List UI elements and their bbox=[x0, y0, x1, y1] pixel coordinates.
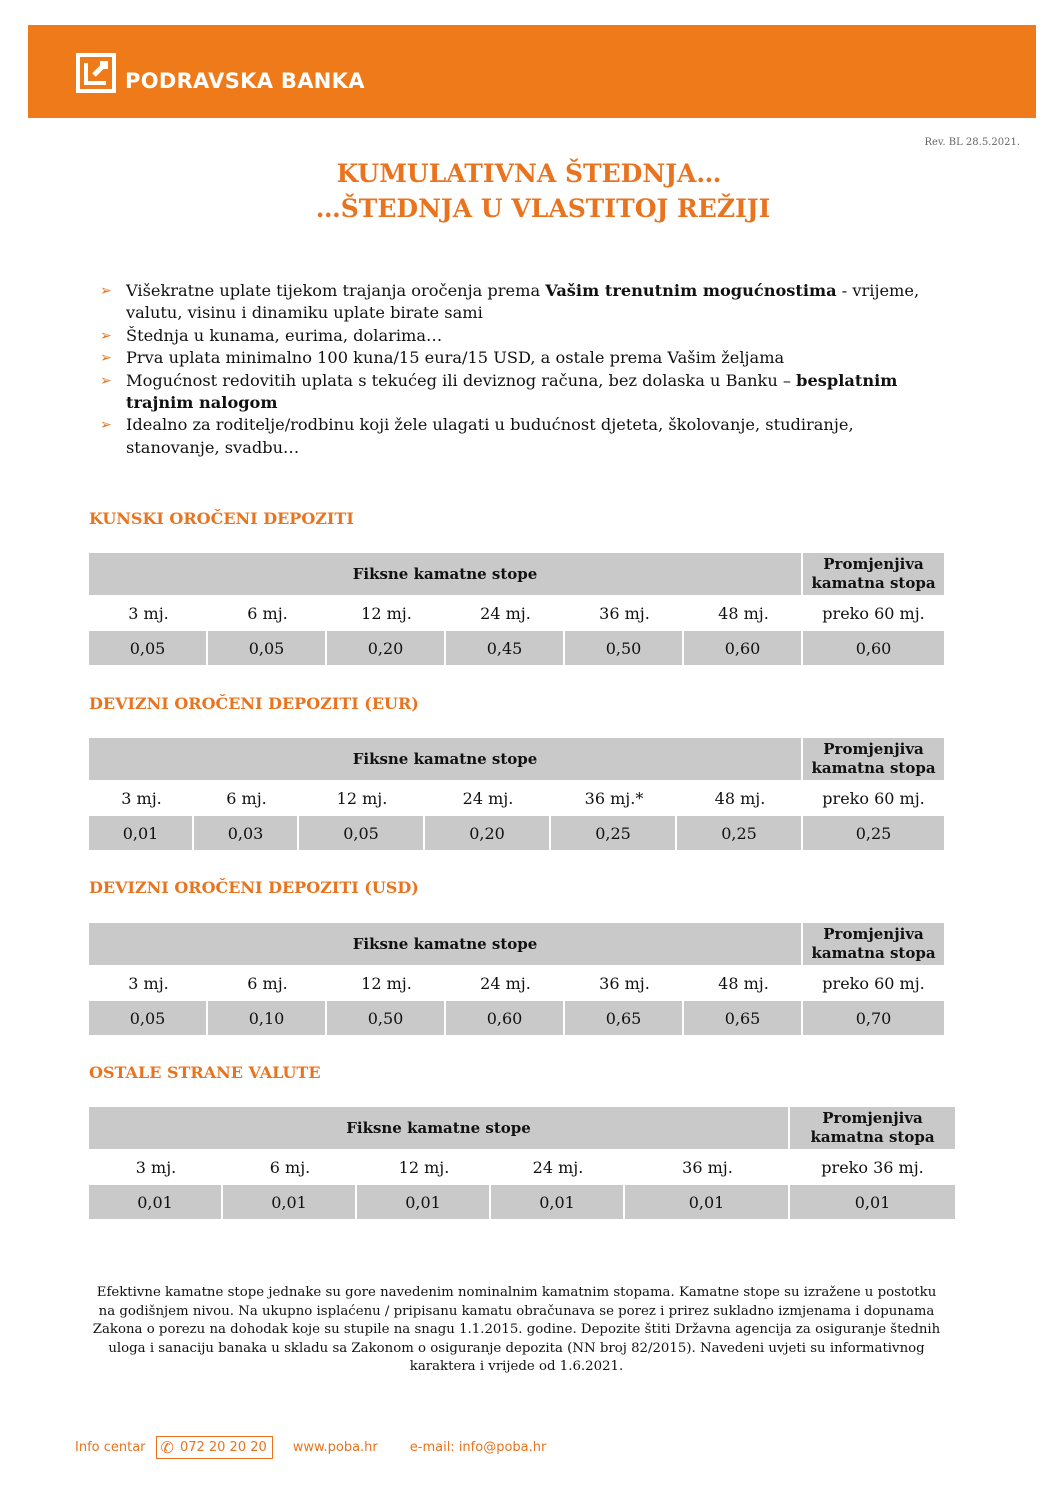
footer bbox=[75, 1436, 546, 1459]
feature-text bbox=[126, 347, 950, 369]
rates-row bbox=[89, 1001, 944, 1035]
table-header-row bbox=[89, 738, 944, 780]
terms-row bbox=[89, 780, 944, 816]
rate-cell: 0,01 bbox=[89, 816, 194, 850]
feature-text-bold: Vašim trenutnim mogućnostima bbox=[545, 281, 837, 300]
section-title: OSTALE STRANE VALUTE bbox=[89, 1063, 321, 1082]
feature-text bbox=[126, 414, 950, 459]
feature-text bbox=[126, 280, 950, 325]
term-cell: 12 mj. bbox=[361, 973, 412, 993]
rate-cell: 0,65 bbox=[565, 1001, 684, 1035]
term-cell: 6 mj. bbox=[226, 788, 267, 808]
fixed-rates-header: Fiksne kamatne stope bbox=[89, 738, 803, 780]
rate-cell: 0,05 bbox=[208, 631, 327, 665]
title-line-2: …ŠTEDNJA U VLASTITOJ REŽIJI bbox=[315, 194, 771, 223]
rates-row bbox=[89, 631, 944, 665]
revision-note: Rev. BL 28.5.2021. bbox=[924, 137, 1020, 148]
rate-cell: 0,01 bbox=[790, 1185, 955, 1219]
page-title bbox=[0, 156, 1058, 226]
phone-number: 072 20 20 20 bbox=[179, 1440, 267, 1455]
header-banner bbox=[28, 25, 1036, 118]
rates-table bbox=[89, 553, 944, 665]
terms-row bbox=[89, 965, 944, 1001]
term-cell: 36 mj.* bbox=[584, 788, 644, 808]
rates-row bbox=[89, 816, 944, 850]
feature-item bbox=[100, 280, 950, 325]
feature-item bbox=[100, 325, 950, 347]
variable-rate-header: Promjenjiva kamatna stopa bbox=[803, 553, 944, 595]
term-cell: 3 mj. bbox=[128, 603, 169, 623]
feature-text-part: Mogućnost redovitih uplata s tekućeg ili deviznog računa, bez dolaska u Banku – bbox=[126, 370, 797, 390]
website-link[interactable]: www.poba.hr bbox=[292, 1440, 378, 1455]
rate-cell: 0,60 bbox=[684, 631, 803, 665]
term-cell: 3 mj. bbox=[128, 973, 169, 993]
rate-cell: 0,01 bbox=[223, 1185, 357, 1219]
term-cell: 36 mj. bbox=[599, 973, 650, 993]
rate-cell: 0,50 bbox=[565, 631, 684, 665]
term-cell: 12 mj. bbox=[361, 603, 412, 623]
rate-cell: 0,25 bbox=[551, 816, 677, 850]
title-line-1: KUMULATIVNA ŠTEDNJA… bbox=[336, 159, 722, 188]
rate-cell: 0,25 bbox=[677, 816, 803, 850]
feature-item bbox=[100, 370, 950, 415]
rate-cell: 0,05 bbox=[89, 1001, 208, 1035]
arrow-bullet-icon: ➢ bbox=[100, 327, 112, 344]
term-cell: 24 mj. bbox=[462, 788, 514, 808]
feature-text-bold: besplatnim trajnim nalogom bbox=[126, 370, 898, 413]
term-cell: 36 mj. bbox=[599, 603, 650, 623]
rate-cell: 0,05 bbox=[89, 631, 208, 665]
term-cell: 24 mj. bbox=[532, 1157, 584, 1177]
term-cell: 36 mj. bbox=[682, 1157, 733, 1177]
rate-cell: 0,03 bbox=[194, 816, 299, 850]
feature-text bbox=[126, 370, 950, 415]
term-cell: 3 mj. bbox=[121, 788, 162, 808]
info-center-label: Info centar bbox=[75, 1440, 146, 1455]
rate-cell: 0,01 bbox=[89, 1185, 223, 1219]
podravska-logo-icon bbox=[76, 53, 116, 93]
fixed-rates-header: Fiksne kamatne stope bbox=[89, 553, 803, 595]
term-cell: 6 mj. bbox=[247, 603, 288, 623]
term-cell: 6 mj. bbox=[269, 1157, 311, 1177]
feature-text-part: Višekratne uplate tijekom trajanja oročenja prema bbox=[126, 281, 546, 300]
term-cell: preko 60 mj. bbox=[822, 603, 925, 623]
fixed-rates-header: Fiksne kamatne stope bbox=[89, 923, 803, 965]
feature-list bbox=[100, 280, 950, 459]
fixed-rates-header: Fiksne kamatne stope bbox=[89, 1107, 790, 1149]
table-header-row bbox=[89, 553, 944, 595]
rate-cell: 0,01 bbox=[625, 1185, 790, 1219]
term-cell: 12 mj. bbox=[336, 788, 388, 808]
brand-name: PODRAVSKA BANKA bbox=[125, 69, 365, 93]
footnote: Efektivne kamatne stope jednake su gore navedenim nominalnim kamatnim stopama. Kamatne stope su izražene u postotku na godišnjem nivou. Na ukupno isplaćenu / pripisanu kamatu obračunava se porez i prirez sukladno izmjenama i dopunama Zakona o porezu na dohodak koje su stupile na snagu 1.1.2015. godine. Depozite štiti Državna agencija za osiguranje štednih uloga i sanaciju banaka u skladu sa Zakonom o osiguranje depozita (NN broj 82/2015). Navedeni uvjeti su informativnog karaktera i vrijede od 1.6.2021. bbox=[92, 1285, 941, 1375]
term-cell: preko 60 mj. bbox=[822, 788, 925, 808]
feature-text-part: Štednja u kunama, eurima, dolarima… bbox=[126, 325, 443, 345]
term-cell: preko 36 mj. bbox=[821, 1157, 924, 1177]
arrow-bullet-icon: ➢ bbox=[100, 372, 112, 389]
rate-cell: 0,20 bbox=[425, 816, 551, 850]
phone-icon: ✆ bbox=[160, 1438, 174, 1457]
rate-cell: 0,60 bbox=[446, 1001, 565, 1035]
rate-cell: 0,65 bbox=[684, 1001, 803, 1035]
term-cell: 48 mj. bbox=[718, 973, 769, 993]
rate-cell: 0,45 bbox=[446, 631, 565, 665]
rate-cell: 0,70 bbox=[803, 1001, 944, 1035]
terms-row bbox=[89, 1149, 955, 1185]
terms-row bbox=[89, 595, 944, 631]
table-header-row bbox=[89, 1107, 955, 1149]
feature-item bbox=[100, 414, 950, 459]
section-title: DEVIZNI OROČENI DEPOZITI (EUR) bbox=[89, 694, 419, 713]
arrow-bullet-icon: ➢ bbox=[100, 283, 112, 299]
section-title: DEVIZNI OROČENI DEPOZITI (USD) bbox=[89, 878, 419, 897]
email-link[interactable]: e-mail: info@poba.hr bbox=[409, 1440, 547, 1455]
variable-rate-header: Promjenjiva kamatna stopa bbox=[803, 738, 944, 780]
variable-rate-header: Promjenjiva kamatna stopa bbox=[790, 1107, 955, 1149]
rate-cell: 0,60 bbox=[803, 631, 944, 665]
table-header-row bbox=[89, 923, 944, 965]
rates-table bbox=[89, 923, 944, 1035]
rate-cell: 0,20 bbox=[327, 631, 446, 665]
feature-text-part: Idealno za roditelje/rodbinu koji žele ulagati u budućnost djeteta, školovanje, studiranje, stanovanje, svadbu… bbox=[126, 415, 854, 457]
term-cell: 3 mj. bbox=[135, 1157, 177, 1177]
feature-text-part: - vrijeme, valutu, visinu i dinamiku uplate birate sami bbox=[126, 281, 920, 323]
rate-cell: 0,25 bbox=[803, 816, 944, 850]
term-cell: 48 mj. bbox=[718, 603, 769, 623]
rate-cell: 0,05 bbox=[299, 816, 425, 850]
rates-table bbox=[89, 738, 944, 850]
term-cell: 24 mj. bbox=[480, 973, 531, 993]
arrow-bullet-icon: ➢ bbox=[100, 417, 112, 434]
rate-cell: 0,01 bbox=[357, 1185, 491, 1219]
feature-text bbox=[126, 325, 950, 347]
rate-cell: 0,01 bbox=[491, 1185, 625, 1219]
term-cell: 6 mj. bbox=[247, 973, 288, 993]
term-cell: 12 mj. bbox=[398, 1157, 450, 1177]
term-cell: preko 60 mj. bbox=[822, 973, 925, 993]
section-title: KUNSKI OROČENI DEPOZITI bbox=[89, 509, 354, 528]
term-cell: 48 mj. bbox=[714, 788, 766, 808]
variable-rate-header: Promjenjiva kamatna stopa bbox=[803, 923, 944, 965]
feature-text-part: Prva uplata minimalno 100 kuna/15 eura/15 USD, a ostale prema Vašim željama bbox=[126, 348, 785, 368]
rate-cell: 0,10 bbox=[208, 1001, 327, 1035]
rates-row bbox=[89, 1185, 955, 1219]
term-cell: 24 mj. bbox=[480, 603, 531, 623]
rates-table bbox=[89, 1107, 955, 1219]
feature-item bbox=[100, 347, 950, 369]
arrow-bullet-icon: ➢ bbox=[100, 350, 112, 367]
rate-cell: 0,50 bbox=[327, 1001, 446, 1035]
phone-box[interactable] bbox=[156, 1436, 273, 1459]
